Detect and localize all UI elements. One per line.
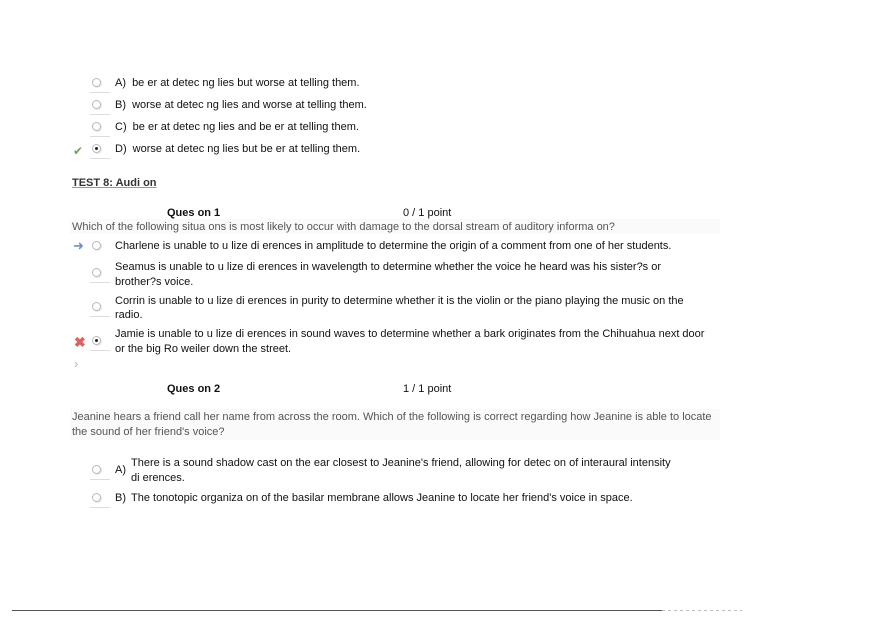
option-text: worse at detec ng lies and worse at telling them. (132, 99, 367, 111)
option-d (115, 142, 360, 157)
radio-underline (90, 136, 110, 137)
q1-option-2-line-1: Seamus is unable to u lize di erences in wavelength to determine whether the voice he heard was his sister?s or (115, 261, 662, 273)
footer-divider (12, 610, 662, 611)
option-b (115, 98, 367, 113)
q1-option-3-line-1: Corrin is unable to u lize di erences in purity to determine whether it is the violin or the piano playing the music on the (115, 295, 684, 307)
radio-underline (90, 479, 110, 480)
q1-option-4-radio[interactable] (92, 336, 101, 345)
chevron-right-icon[interactable]: › (74, 356, 79, 371)
question-2-text-line-1: Jeanine hears a friend call her name from across the room. Which of the following is correct regarding how Jeanine is able to locate (72, 411, 712, 423)
radio-underline (90, 350, 110, 351)
option-letter: B) (115, 99, 126, 111)
option-a (115, 76, 360, 91)
q1-option-3-line-2: radio. (115, 309, 143, 321)
option-text: be er at detec ng lies and be er at telling them. (132, 121, 359, 133)
x-icon: ✖ (74, 334, 86, 350)
q2-option-b-line-1: The tonotopic organiza on of the basilar membrane allows Jeanine to locate her friend's voice in space. (131, 492, 633, 504)
radio-underline (90, 316, 110, 317)
question-2-text-line-2: the sound of her friend's voice? (72, 426, 225, 438)
option-c-radio[interactable] (92, 122, 101, 131)
question-2-label: Ques on 2 (167, 383, 221, 395)
q2-option-a-line-1: There is a sound shadow cast on the ear closest to Jeanine's friend, allowing for detec on of interaural intensity (131, 457, 671, 469)
footer-divider-dots (662, 610, 742, 611)
radio-underline (90, 507, 110, 508)
option-c (115, 120, 359, 135)
option-letter: C) (115, 121, 127, 133)
radio-underline (90, 92, 110, 93)
radio-underline (90, 114, 110, 115)
option-letter: A) (115, 77, 126, 89)
question-1-text: Which of the following situa ons is most likely to occur with damage to the dorsal stream of auditory informa on? (72, 221, 615, 233)
q1-option-1-radio[interactable] (92, 241, 101, 250)
q1-option-2-line-2: brother?s voice. (115, 276, 194, 288)
q2-option-a-radio[interactable] (92, 465, 101, 474)
option-b-radio[interactable] (92, 100, 101, 109)
question-1-label: Ques on 1 (167, 207, 221, 219)
q1-option-4-line-2: or the big Ro weiler down the street. (115, 343, 292, 355)
q2-option-a-line-2: di erences. (131, 472, 185, 484)
question-2-score: 1 / 1 point (403, 383, 452, 395)
option-d-radio[interactable] (92, 144, 101, 153)
option-a-radio[interactable] (92, 78, 101, 87)
q1-option-3-radio[interactable] (92, 302, 101, 311)
q2-option-b-letter: B) (115, 492, 126, 504)
question-1-score: 0 / 1 point (403, 207, 452, 219)
q1-option-4-line-1: Jamie is unable to u lize di erences in sound waves to determine whether a bark originates from the Chihuahua next door (115, 328, 705, 340)
test-title: TEST 8: Audi on (72, 177, 157, 189)
radio-underline (90, 282, 110, 283)
option-text: worse at detec ng lies but be er at telling them. (132, 143, 361, 155)
arrow-right-icon: ➜ (73, 238, 84, 253)
q1-option-2-radio[interactable] (92, 268, 101, 277)
radio-underline (90, 158, 110, 159)
option-text: be er at detec ng lies but worse at telling them. (132, 77, 360, 89)
check-icon: ✔ (73, 144, 84, 158)
option-letter: D) (115, 143, 127, 155)
q2-option-b-radio[interactable] (92, 493, 101, 502)
q1-option-1: Charlene is unable to u lize di erences in amplitude to determine the origin of a comment from one of her students. (115, 240, 672, 252)
q2-option-a-letter: A) (115, 464, 126, 476)
